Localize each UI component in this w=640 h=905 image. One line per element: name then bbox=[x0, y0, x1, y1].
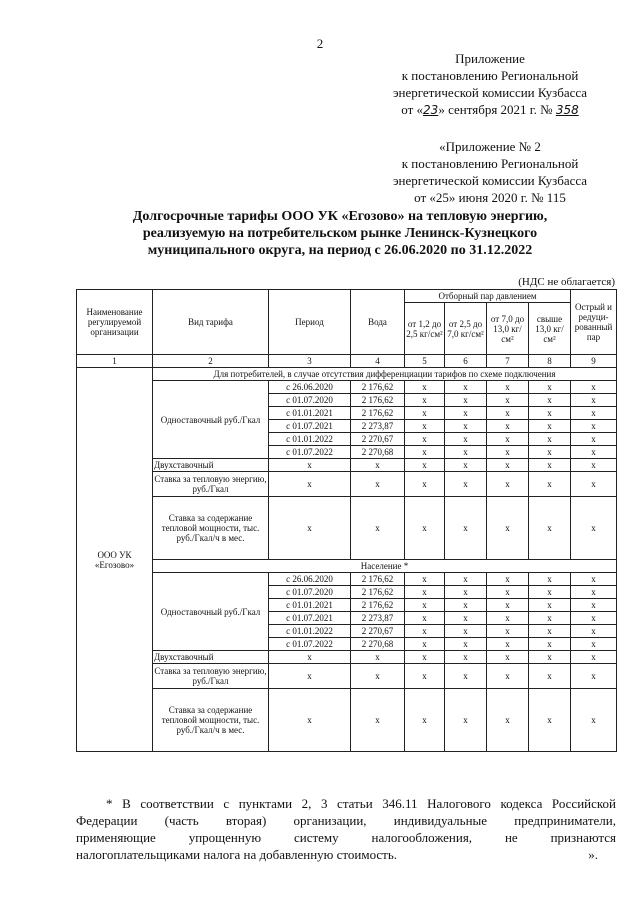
tariff-type-single-rate: Одноставочный руб./Гкал bbox=[153, 573, 269, 651]
empty-value-mark: х bbox=[529, 573, 571, 586]
empty-value-mark: х bbox=[529, 497, 571, 560]
empty-value-mark: х bbox=[405, 586, 445, 599]
header-sharp-steam: Острый и редуци-рованный пар bbox=[571, 290, 617, 355]
water-tariff-value: 2 176,62 bbox=[351, 573, 405, 586]
empty-value-mark: х bbox=[405, 433, 445, 446]
empty-value-mark: х bbox=[529, 394, 571, 407]
empty-value-mark: х bbox=[487, 407, 529, 420]
appendix2-line: «Приложение № 2 bbox=[439, 139, 541, 154]
empty-value-mark: х bbox=[405, 459, 445, 472]
empty-value-mark: х bbox=[269, 459, 351, 472]
header-pressure-4: свыше 13,0 кг/см² bbox=[529, 303, 571, 355]
date-prefix: от « bbox=[401, 102, 424, 117]
column-number-row bbox=[77, 355, 617, 368]
empty-value-mark: х bbox=[571, 420, 617, 433]
footnote-line: применяющие упрощенную систему налогообложения, не признаются bbox=[76, 830, 616, 845]
empty-value-mark: х bbox=[445, 573, 487, 586]
period-cell: с 01.01.2022 bbox=[269, 625, 351, 638]
empty-value-mark: х bbox=[445, 420, 487, 433]
empty-value-mark: х bbox=[487, 497, 529, 560]
empty-value-mark: х bbox=[487, 586, 529, 599]
empty-value-mark: х bbox=[269, 472, 351, 497]
empty-value-mark: х bbox=[487, 433, 529, 446]
water-tariff-value: 2 273,87 bbox=[351, 420, 405, 433]
empty-value-mark: х bbox=[571, 472, 617, 497]
empty-value-mark: х bbox=[571, 638, 617, 651]
period-cell: с 01.07.2020 bbox=[269, 394, 351, 407]
tariff-table bbox=[76, 289, 617, 752]
appendix-line: энергетической комиссии Кузбасса bbox=[392, 85, 588, 100]
header-pressure-2: от 2,5 до 7,0 кг/см² bbox=[445, 303, 487, 355]
column-number: 8 bbox=[529, 355, 571, 368]
column-number: 9 bbox=[571, 355, 617, 368]
water-tariff-value: 2 176,62 bbox=[351, 407, 405, 420]
empty-value-mark: х bbox=[487, 664, 529, 689]
empty-value-mark: х bbox=[405, 612, 445, 625]
empty-value-mark: х bbox=[571, 651, 617, 664]
org-name-cell: ООО УК «Егозово» bbox=[77, 368, 153, 752]
header-tariff-type: Вид тарифа bbox=[153, 290, 269, 355]
empty-value-mark: х bbox=[529, 472, 571, 497]
page-number: 2 bbox=[316, 36, 324, 51]
empty-value-mark: х bbox=[571, 497, 617, 560]
appendix-line: к постановлению Региональной bbox=[401, 68, 579, 83]
period-cell: с 01.07.2021 bbox=[269, 420, 351, 433]
empty-value-mark: х bbox=[405, 497, 445, 560]
empty-value-mark: х bbox=[529, 625, 571, 638]
empty-value-mark: х bbox=[571, 612, 617, 625]
empty-value-mark: х bbox=[571, 407, 617, 420]
empty-value-mark: х bbox=[405, 381, 445, 394]
period-cell: с 01.01.2021 bbox=[269, 407, 351, 420]
empty-value-mark: х bbox=[571, 664, 617, 689]
empty-value-mark: х bbox=[487, 599, 529, 612]
column-number: 7 bbox=[487, 355, 529, 368]
appendix2-line: к постановлению Региональной bbox=[401, 156, 579, 171]
rate-capacity-label: Ставка за содержание тепловой мощности, тыс. руб./Гкал/ч в мес. bbox=[153, 497, 269, 560]
empty-value-mark: х bbox=[571, 689, 617, 752]
water-tariff-value: 2 270,67 bbox=[351, 433, 405, 446]
document-title bbox=[90, 208, 590, 259]
tariff-type-single-rate: Одноставочный руб./Гкал bbox=[153, 381, 269, 459]
section-heading: Население * bbox=[153, 560, 617, 573]
column-number: 1 bbox=[77, 355, 153, 368]
header-steam-group: Отборный пар давлением bbox=[405, 290, 571, 303]
empty-value-mark: х bbox=[445, 638, 487, 651]
empty-value-mark: х bbox=[529, 599, 571, 612]
empty-value-mark: х bbox=[529, 407, 571, 420]
appendix-header bbox=[340, 50, 640, 119]
footnote bbox=[76, 795, 616, 863]
empty-value-mark: х bbox=[529, 381, 571, 394]
empty-value-mark: х bbox=[351, 689, 405, 752]
vat-note: (НДС не облагается) bbox=[518, 276, 615, 288]
water-tariff-value: 2 176,62 bbox=[351, 599, 405, 612]
period-cell: с 01.01.2022 bbox=[269, 433, 351, 446]
title-line: муниципального округа, на период с 26.06.2020 по 31.12.2022 bbox=[147, 243, 533, 258]
empty-value-mark: х bbox=[445, 459, 487, 472]
empty-value-mark: х bbox=[529, 446, 571, 459]
empty-value-mark: х bbox=[351, 459, 405, 472]
empty-value-mark: х bbox=[445, 472, 487, 497]
empty-value-mark: х bbox=[405, 573, 445, 586]
empty-value-mark: х bbox=[487, 612, 529, 625]
header-water: Вода bbox=[351, 290, 405, 355]
empty-value-mark: х bbox=[405, 446, 445, 459]
footnote-line: Федерации (часть вторая) организации, индивидуальные предприниматели, bbox=[76, 813, 616, 828]
empty-value-mark: х bbox=[487, 420, 529, 433]
empty-value-mark: х bbox=[487, 459, 529, 472]
empty-value-mark: х bbox=[445, 381, 487, 394]
empty-value-mark: х bbox=[487, 625, 529, 638]
empty-value-mark: х bbox=[405, 599, 445, 612]
tariff-type-two-rate: Двухставочный bbox=[153, 459, 269, 472]
period-cell: с 01.01.2021 bbox=[269, 599, 351, 612]
empty-value-mark: х bbox=[269, 497, 351, 560]
empty-value-mark: х bbox=[445, 394, 487, 407]
empty-value-mark: х bbox=[571, 625, 617, 638]
period-cell: с 01.07.2022 bbox=[269, 638, 351, 651]
empty-value-mark: х bbox=[487, 381, 529, 394]
water-tariff-value: 2 270,68 bbox=[351, 446, 405, 459]
tariff-type-two-rate: Двухставочный bbox=[153, 651, 269, 664]
empty-value-mark: х bbox=[445, 497, 487, 560]
footnote-last-line bbox=[76, 846, 616, 863]
empty-value-mark: х bbox=[529, 689, 571, 752]
empty-value-mark: х bbox=[269, 664, 351, 689]
empty-value-mark: х bbox=[487, 638, 529, 651]
column-number: 6 bbox=[445, 355, 487, 368]
empty-value-mark: х bbox=[405, 638, 445, 651]
appendix2-line: энергетической комиссии Кузбасса bbox=[392, 173, 588, 188]
empty-value-mark: х bbox=[445, 599, 487, 612]
footnote-line: * В соответствии с пунктами 2, 3 статьи 346.11 Налогового кодекса Российской bbox=[106, 796, 616, 811]
empty-value-mark: х bbox=[529, 612, 571, 625]
empty-value-mark: х bbox=[405, 689, 445, 752]
appendix2-line: от «25» июня 2020 г. № 115 bbox=[414, 190, 566, 205]
empty-value-mark: х bbox=[445, 586, 487, 599]
water-tariff-value: 2 176,62 bbox=[351, 586, 405, 599]
column-number: 5 bbox=[405, 355, 445, 368]
empty-value-mark: х bbox=[445, 664, 487, 689]
empty-value-mark: х bbox=[445, 433, 487, 446]
water-tariff-value: 2 270,67 bbox=[351, 625, 405, 638]
empty-value-mark: х bbox=[487, 446, 529, 459]
empty-value-mark: х bbox=[405, 420, 445, 433]
empty-value-mark: х bbox=[487, 394, 529, 407]
rate-energy-label: Ставка за тепловую энергию, руб./Гкал bbox=[153, 664, 269, 689]
title-line: реализуемую на потребительском рынке Ленинск-Кузнецкого bbox=[142, 226, 538, 241]
header-pressure-3: от 7,0 до 13,0 кг/см² bbox=[487, 303, 529, 355]
rate-energy-label: Ставка за тепловую энергию, руб./Гкал bbox=[153, 472, 269, 497]
empty-value-mark: х bbox=[445, 446, 487, 459]
column-number: 3 bbox=[269, 355, 351, 368]
footnote-line: налогоплательщиками налога на добавленную стоимость. bbox=[76, 847, 398, 862]
handwritten-day: 23 bbox=[423, 103, 439, 117]
column-number: 4 bbox=[351, 355, 405, 368]
empty-value-mark: х bbox=[351, 664, 405, 689]
rate-capacity-label: Ставка за содержание тепловой мощности, тыс. руб./Гкал/ч в мес. bbox=[153, 689, 269, 752]
empty-value-mark: х bbox=[529, 586, 571, 599]
closing-quote: ». bbox=[588, 847, 598, 862]
empty-value-mark: х bbox=[445, 407, 487, 420]
header-period: Период bbox=[269, 290, 351, 355]
period-cell: с 26.06.2020 bbox=[269, 573, 351, 586]
period-cell: с 01.07.2021 bbox=[269, 612, 351, 625]
empty-value-mark: х bbox=[529, 420, 571, 433]
empty-value-mark: х bbox=[445, 689, 487, 752]
empty-value-mark: х bbox=[405, 651, 445, 664]
empty-value-mark: х bbox=[487, 472, 529, 497]
empty-value-mark: х bbox=[351, 651, 405, 664]
period-cell: с 01.07.2020 bbox=[269, 586, 351, 599]
period-cell: с 26.06.2020 bbox=[269, 381, 351, 394]
column-number: 2 bbox=[153, 355, 269, 368]
empty-value-mark: х bbox=[351, 497, 405, 560]
empty-value-mark: х bbox=[405, 394, 445, 407]
empty-value-mark: х bbox=[487, 651, 529, 664]
empty-value-mark: х bbox=[445, 651, 487, 664]
empty-value-mark: х bbox=[571, 381, 617, 394]
empty-value-mark: х bbox=[445, 625, 487, 638]
empty-value-mark: х bbox=[529, 651, 571, 664]
empty-value-mark: х bbox=[405, 472, 445, 497]
appendix2-header bbox=[340, 138, 640, 206]
water-tariff-value: 2 270,68 bbox=[351, 638, 405, 651]
appendix-date-line bbox=[340, 101, 640, 119]
empty-value-mark: х bbox=[487, 573, 529, 586]
empty-value-mark: х bbox=[571, 573, 617, 586]
water-tariff-value: 2 176,62 bbox=[351, 381, 405, 394]
header-org: Наименование регулируемой организации bbox=[77, 290, 153, 355]
empty-value-mark: х bbox=[529, 664, 571, 689]
empty-value-mark: х bbox=[269, 689, 351, 752]
section-heading: Для потребителей, в случае отсутствия дифференциации тарифов по схеме подключения bbox=[153, 368, 617, 381]
empty-value-mark: х bbox=[571, 446, 617, 459]
empty-value-mark: х bbox=[405, 407, 445, 420]
empty-value-mark: х bbox=[405, 625, 445, 638]
empty-value-mark: х bbox=[405, 664, 445, 689]
empty-value-mark: х bbox=[571, 599, 617, 612]
empty-value-mark: х bbox=[445, 612, 487, 625]
empty-value-mark: х bbox=[571, 433, 617, 446]
header-pressure-1: от 1,2 до 2,5 кг/см² bbox=[405, 303, 445, 355]
date-mid: » сентября 2021 г. № bbox=[438, 102, 553, 117]
empty-value-mark: х bbox=[571, 394, 617, 407]
water-tariff-value: 2 273,87 bbox=[351, 612, 405, 625]
empty-value-mark: х bbox=[529, 433, 571, 446]
empty-value-mark: х bbox=[571, 586, 617, 599]
empty-value-mark: х bbox=[529, 638, 571, 651]
empty-value-mark: х bbox=[571, 459, 617, 472]
empty-value-mark: х bbox=[487, 689, 529, 752]
handwritten-number: 358 bbox=[555, 103, 579, 117]
empty-value-mark: х bbox=[351, 472, 405, 497]
empty-value-mark: х bbox=[529, 459, 571, 472]
water-tariff-value: 2 176,62 bbox=[351, 394, 405, 407]
empty-value-mark: х bbox=[269, 651, 351, 664]
title-line: Долгосрочные тарифы ООО УК «Егозово» на тепловую энергию, bbox=[132, 209, 548, 224]
appendix-line: Приложение bbox=[455, 51, 525, 66]
period-cell: с 01.07.2022 bbox=[269, 446, 351, 459]
